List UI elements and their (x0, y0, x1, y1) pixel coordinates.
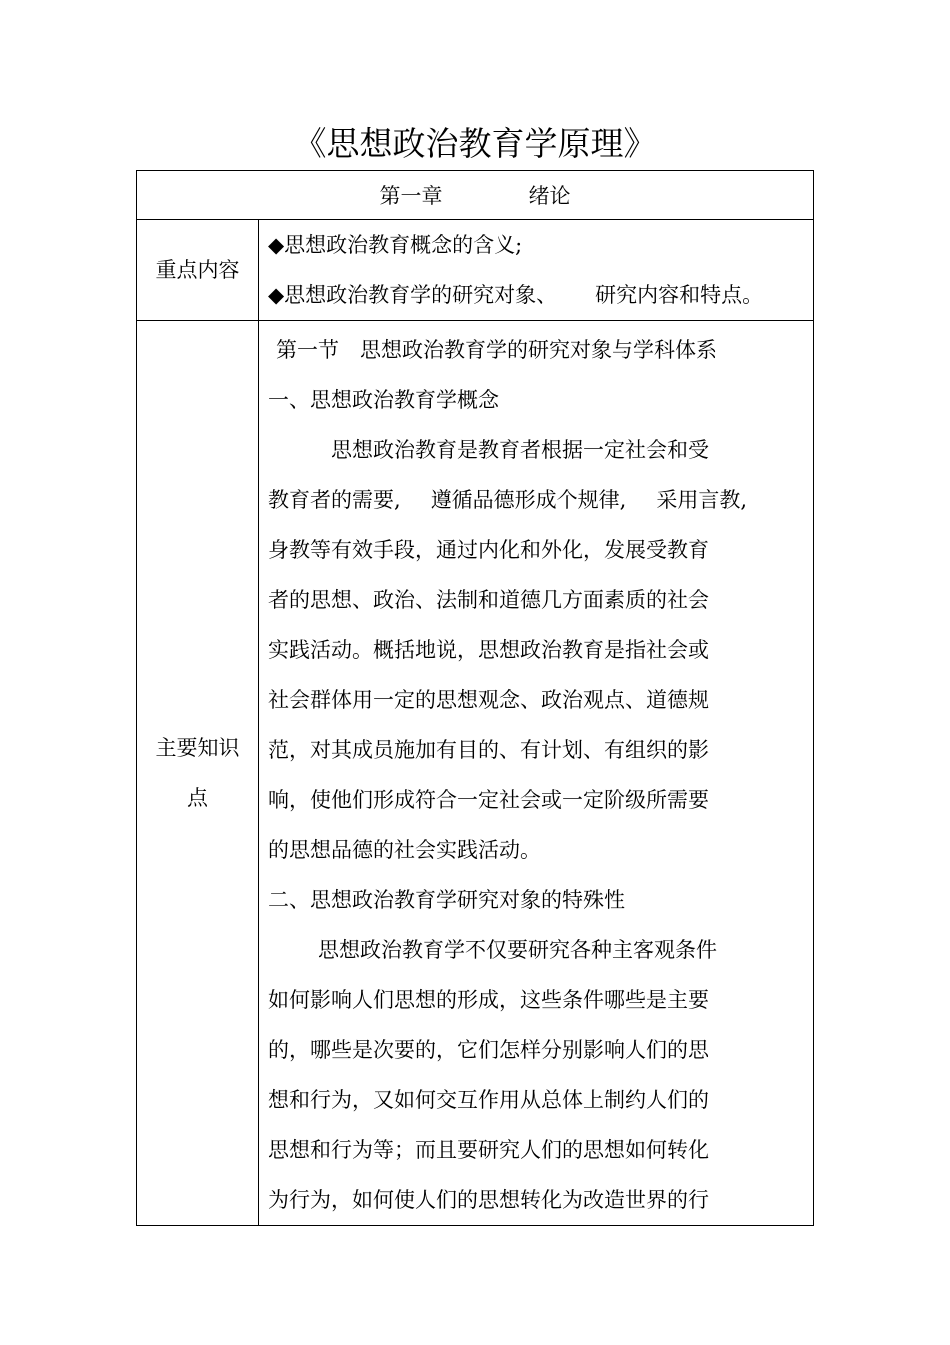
paragraph-1-line: 的思想品德的社会实践活动。 (268, 838, 541, 862)
key-item-2-part2: 研究内容和特点。 (595, 283, 764, 307)
key-content-cell (259, 220, 814, 321)
knowledge-row (137, 321, 814, 1226)
paragraph-2-line: 的，哪些是次要的，它们怎样分别影响人们的思 (268, 1038, 709, 1062)
section-heading: 第一节 思想政治教育学的研究对象与学科体系 (276, 338, 717, 362)
paragraph-1-line: 实践活动。概括地说，思想政治教育是指社会或 (268, 638, 709, 662)
knowledge-cell (259, 321, 814, 1226)
chapter-header (137, 171, 814, 220)
knowledge-label-line1: 主要知识 (155, 736, 240, 760)
chapter-name: 绪论 (528, 184, 571, 208)
paragraph-2-line: 思想政治教育学不仅要研究各种主客观条件 (318, 938, 717, 962)
key-item-2 (268, 270, 813, 320)
key-item-2-part1: ◆思想政治教育学的研究对象、 (268, 283, 558, 307)
paragraph-1-line: 社会群体用一定的思想观念、政治观点、道德规 (268, 688, 709, 712)
paragraph-2-line: 思想和行为等；而且要研究人们的思想如何转化 (268, 1138, 709, 1162)
paragraph-1-line: 身教等有效手段，通过内化和外化，发展受教育 (268, 538, 709, 562)
key-content-label: 重点内容 (137, 220, 259, 321)
knowledge-label (137, 321, 259, 1226)
paragraph-2-line: 如何影响人们思想的形成，这些条件哪些是主要 (268, 988, 709, 1012)
paragraph-1-segment: 遵循品德形成个规律, (430, 488, 627, 512)
key-content-row (137, 220, 814, 321)
paragraph-1-line: 范，对其成员施加有目的、有计划、有组织的影 (268, 738, 709, 762)
content-table (136, 170, 814, 1226)
paragraph-1-line: 思想政治教育是教育者根据一定社会和受 (331, 438, 709, 462)
chapter-number: 第一章 (379, 184, 443, 208)
paragraph-2-line: 为行为，如何使人们的思想转化为改造世界的行 (268, 1188, 709, 1212)
paragraph-1-line: 者的思想、政治、法制和道德几方面素质的社会 (268, 588, 709, 612)
document-title: 《思想政治教育学原理》 (293, 124, 657, 163)
heading-1: 一、思想政治教育学概念 (268, 388, 499, 412)
paragraph-1-line (268, 475, 813, 525)
key-item-1: ◆思想政治教育概念的含义; (268, 233, 523, 257)
paragraph-2-line: 想和行为，又如何交互作用从总体上制约人们的 (268, 1088, 709, 1112)
paragraph-1-segment: 采用言教, (656, 488, 748, 512)
chapter-row (137, 171, 814, 220)
paragraph-1-segment: 教育者的需要, (268, 488, 401, 512)
heading-2: 二、思想政治教育学研究对象的特殊性 (268, 888, 625, 912)
paragraph-1-line: 响，使他们形成符合一定社会或一定阶级所需要 (268, 788, 709, 812)
knowledge-label-line2: 点 (187, 786, 208, 810)
